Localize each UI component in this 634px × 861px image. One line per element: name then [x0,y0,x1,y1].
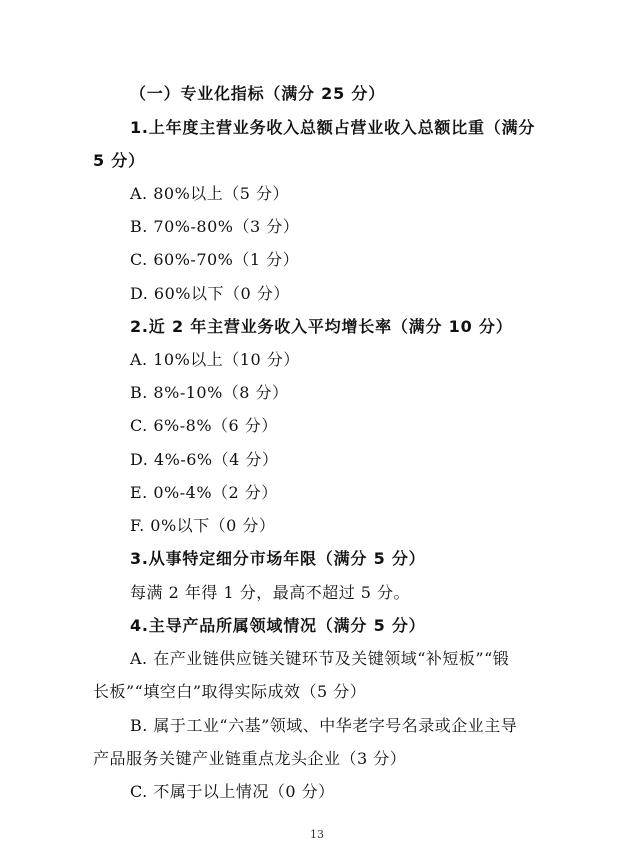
item-1-heading-line2: 5 分） [93,151,145,170]
item-4-heading: 4.主导产品所属领域情况（满分 5 分） [130,616,426,635]
item-1-option-b: B. 70%-80%（3 分） [130,217,300,236]
item-4-option-a-line2: 长板”“填空白”取得实际成效（5 分） [93,682,367,701]
item-3-text: 每满 2 年得 1 分，最高不超过 5 分。 [130,583,411,602]
item-4-option-a-line1: A. 在产业链供应链关键环节及关键领域“补短板”“锻 [130,649,510,668]
item-1-option-d: D. 60%以下（0 分） [130,284,290,303]
item-2-option-d: D. 4%-6%（4 分） [130,450,279,469]
item-4-option-b-line2: 产品服务关键产业链重点龙头企业（3 分） [93,749,407,768]
item-2-option-c: C. 6%-8%（6 分） [130,416,278,435]
item-2-option-a: A. 10%以上（10 分） [130,350,300,369]
item-2-heading: 2.近 2 年主营业务收入平均增长率（满分 10 分） [130,317,513,336]
item-4-option-b-line1: B. 属于工业“六基”领域、中华老字号名录或企业主导 [130,716,518,735]
section-title: （一）专业化指标（满分 25 分） [130,84,386,103]
item-3-heading: 3.从事特定细分市场年限（满分 5 分） [130,549,426,568]
item-1-option-a: A. 80%以上（5 分） [130,184,290,203]
page-number: 13 [310,828,324,841]
item-2-option-e: E. 0%-4%（2 分） [130,483,278,502]
item-1-heading-line1: 1.上年度主营业务收入总额占营业收入总额比重（满分 [130,118,536,137]
item-1-option-c: C. 60%-70%（1 分） [130,250,300,269]
item-4-option-c: C. 不属于以上情况（0 分） [130,782,335,801]
item-2-option-b: B. 8%-10%（8 分） [130,383,289,402]
item-2-option-f: F. 0%以下（0 分） [130,516,276,535]
